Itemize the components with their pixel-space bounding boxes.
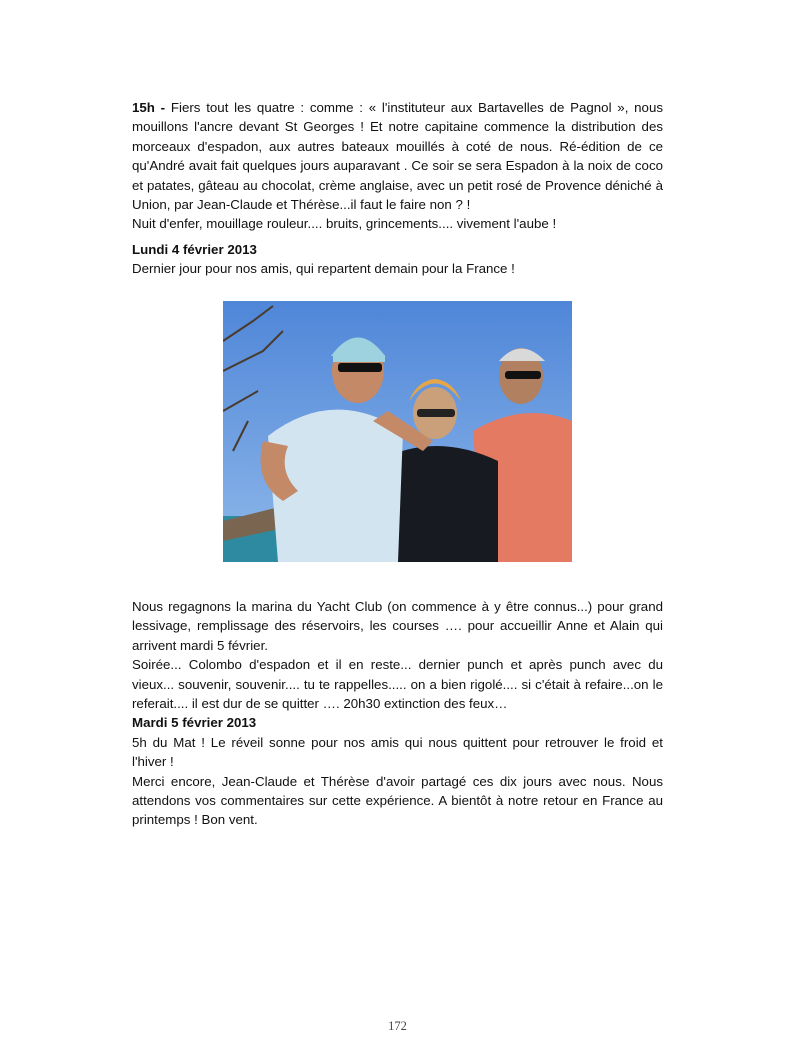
mardi-paragraph-1: 5h du Mat ! Le réveil sonne pour nos amis qui nous quittent pour retrouver le froid et l'hiver ! [132, 734, 663, 770]
paragraph-15h [132, 98, 663, 214]
page-number: 172 [388, 1019, 407, 1033]
time-label: 15h - [132, 100, 171, 115]
marina-paragraph: Nous regagnons la marina du Yacht Club (on commence à y être connus...) pour grand lessivage, remplissage des réservoirs, les courses …. pour accueillir Anne et Alain qui arrivent mardi 5 février. [132, 599, 663, 653]
mardi-paragraph-2: Merci encore, Jean-Claude et Thérèse d'avoir partagé ces dix jours avec nous. Nous attendons vos commentaires sur cette expérience. A bientôt à notre retour en France au printemps ! Bon vent. [132, 773, 663, 828]
group-photo [223, 301, 572, 562]
heading-mardi: Mardi 5 février 2013 [132, 715, 257, 731]
paragraph-15h-text: Fiers tout les quatre : comme : « l'instituteur aux Bartavelles de Pagnol », nous mouillons l'ancre devant St Georges ! Et notre capitaine commence la distribution des morceaux d'espadon, aux autres bateaux mouillés à coté de nous. Ré-édition de ce qu'André avait fait quelques jours auparavant . Ce soir se sera Espadon à la noix de coco et patates, gâteau au chocolat, crème anglaise, avec un petit rosé de Provence déniché à Union, par Jean-Claude et Thérèse...il faut le faire non ? ! [132, 100, 663, 213]
night-text: Nuit d'enfer, mouillage rouleur.... bruits, grincements.... vivement l'aube ! [132, 216, 557, 232]
heading-lundi: Lundi 4 février 2013 [132, 241, 257, 257]
bottom-text-block [132, 597, 663, 830]
lundi-text: Dernier jour pour nos amis, qui repartent demain pour la France ! [132, 261, 515, 277]
top-text-block [132, 98, 663, 279]
soiree-paragraph: Soirée... Colombo d'espadon et il en reste... dernier punch et après punch avec du vieux... souvenir, souvenir.... tu te rappelles..... on a bien rigolé.... si c'était à refaire...on le referait.... il est dur de se quitter …. 20h30 extinction des feux… [132, 657, 663, 712]
